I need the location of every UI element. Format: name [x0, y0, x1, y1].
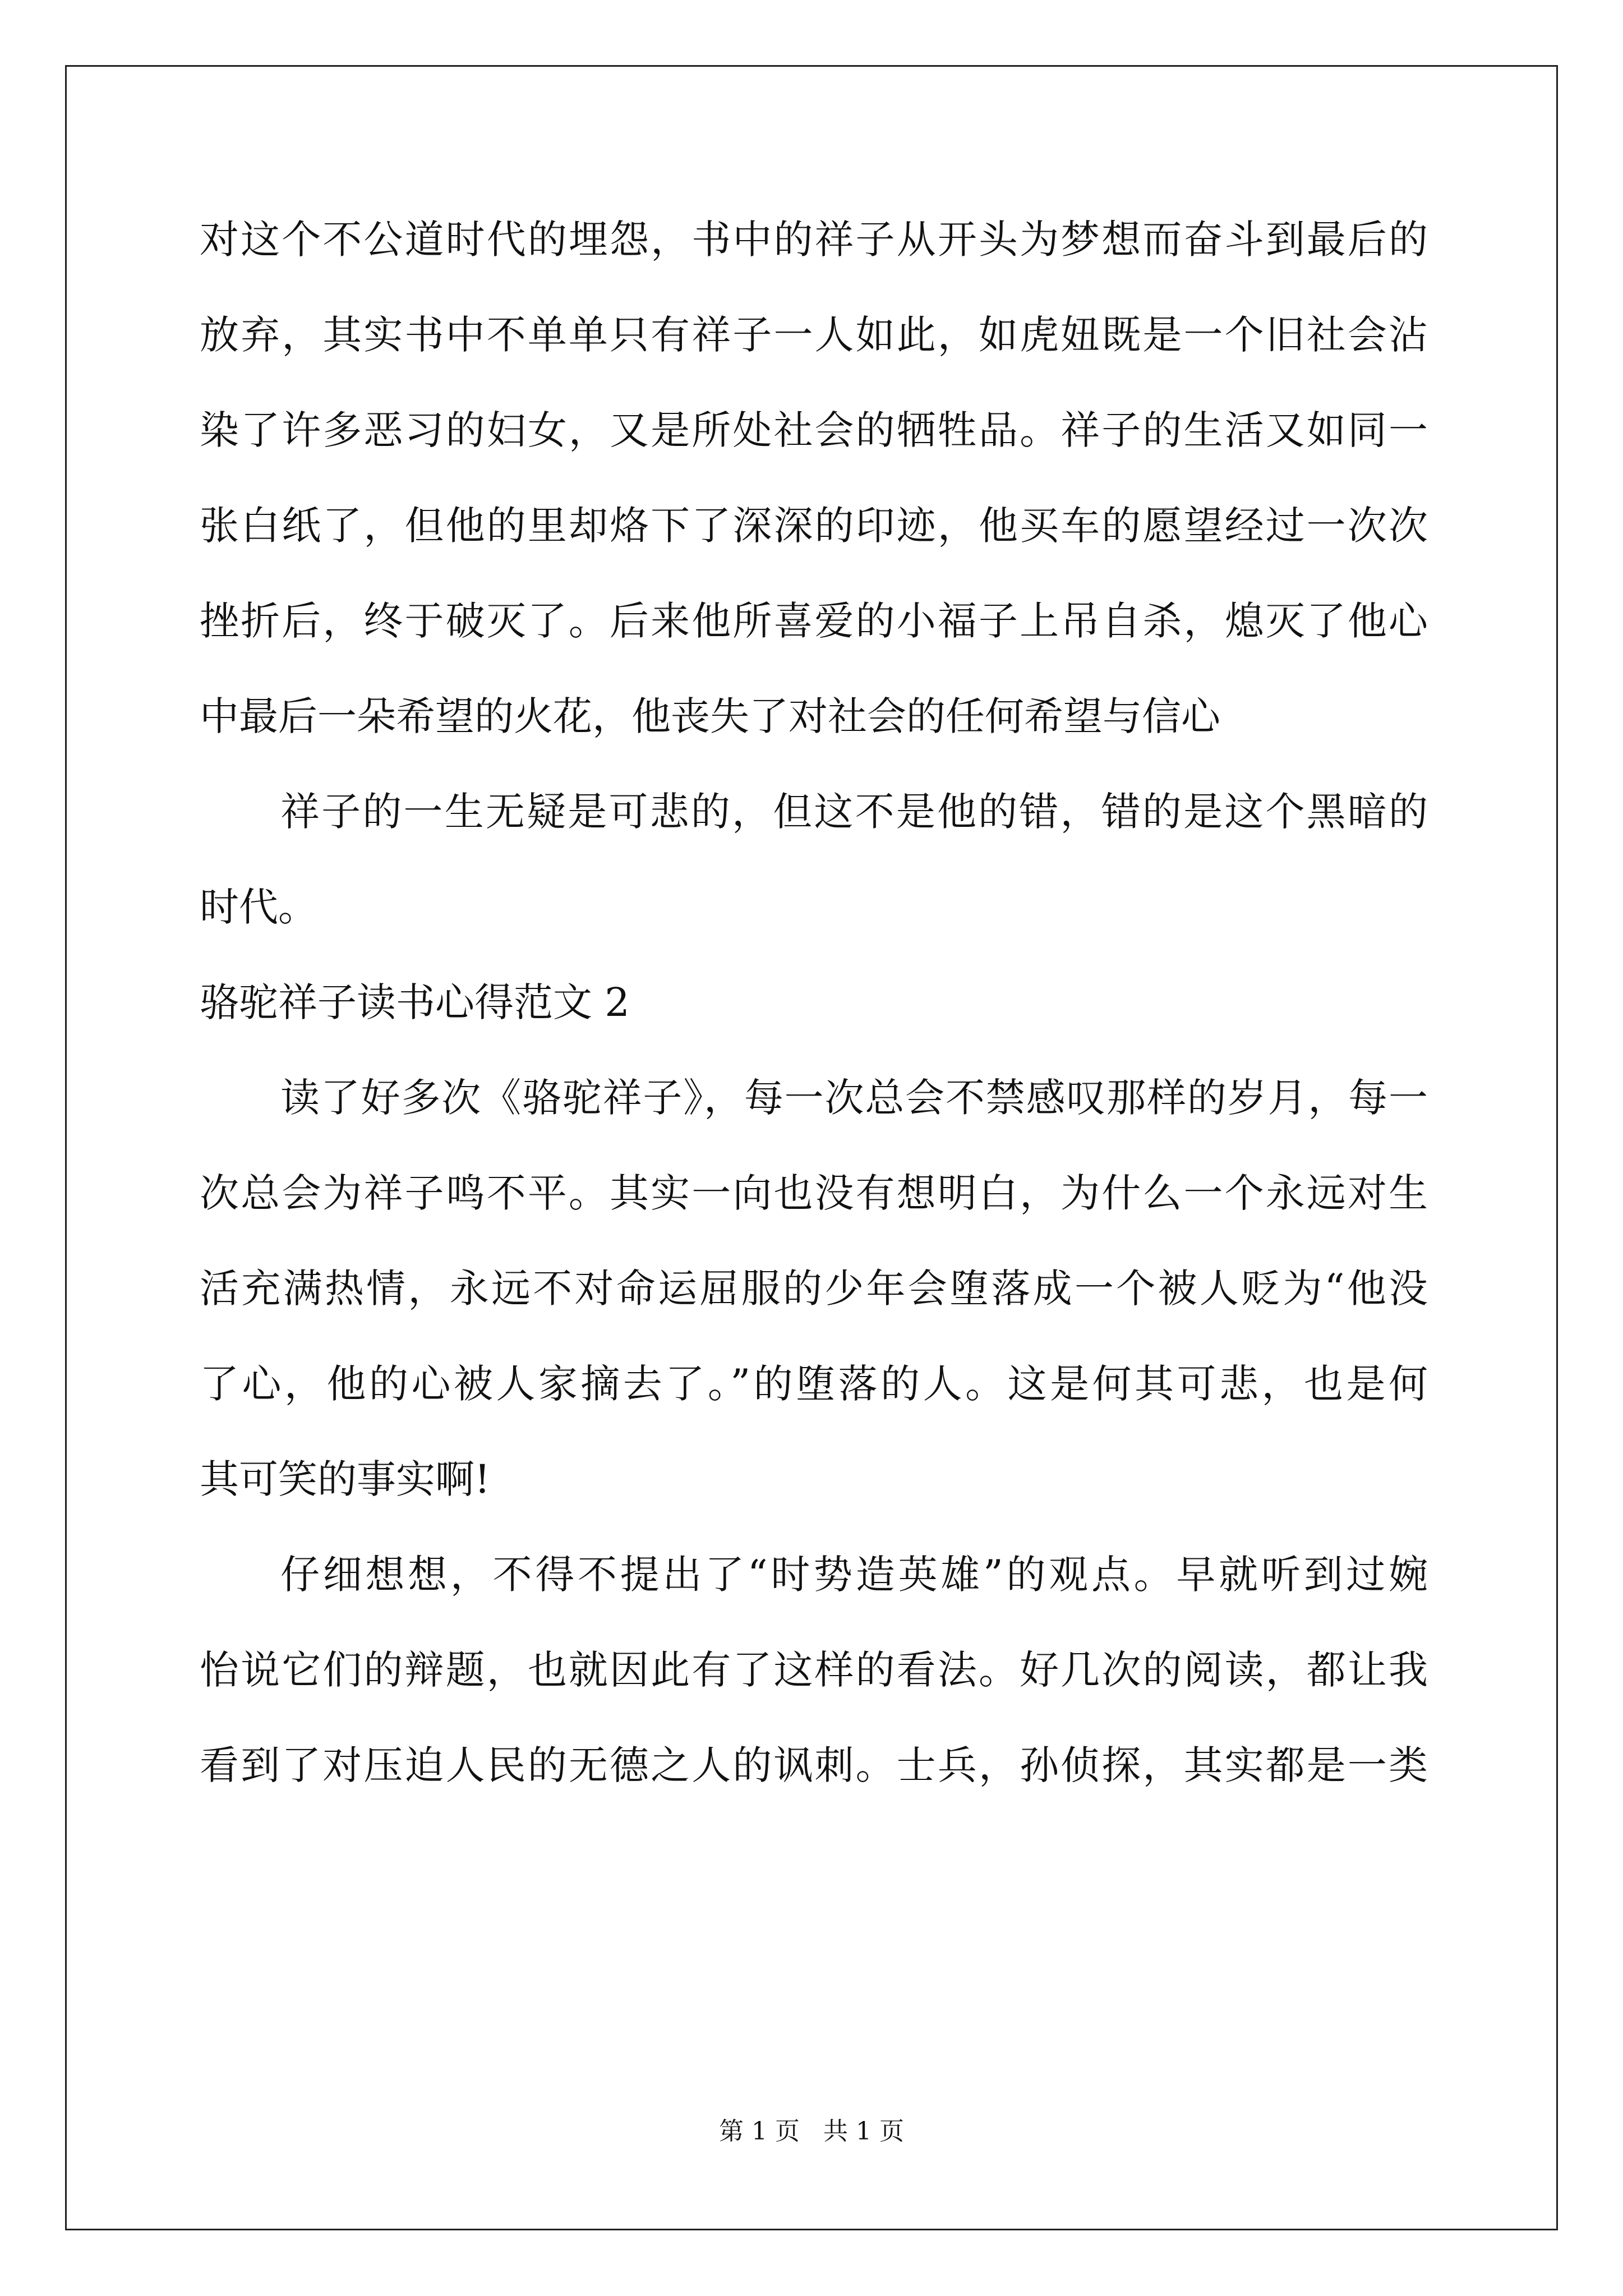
paragraph-line: 活充满热情，永远不对命运屈服的少年会堕落成一个被人贬为“他没	[200, 1266, 1428, 1312]
paragraph-line: 了心，他的心被人家摘去了。”的堕落的人。这是何其可悲，也是何	[200, 1361, 1428, 1407]
paragraph-line: 祥子的一生无疑是可悲的，但这不是他的错，错的是这个黑暗的	[280, 789, 1428, 835]
paragraph-line: 中最后一朵希望的火花，他丧失了对社会的任何希望与信心	[200, 693, 1220, 739]
page-footer	[0, 2115, 1623, 2148]
paragraph-line: 对这个不公道时代的埋怨，书中的祥子从开头为梦想而奋斗到最后的	[200, 217, 1428, 263]
paragraph-line: 看到了对压迫人民的无德之人的讽刺。士兵，孙侦探，其实都是一类	[200, 1742, 1428, 1788]
paragraph-line: 张白纸了，但他的里却烙下了深深的印迹，他买车的愿望经过一次次	[200, 503, 1428, 549]
paragraph-line: 放弃，其实书中不单单只有祥子一人如此，如虎妞既是一个旧社会沾	[200, 312, 1428, 358]
page-number: 第 1 页	[719, 2117, 800, 2146]
document-body	[200, 192, 1428, 1813]
paragraph-line: 次总会为祥子鸣不平。其实一向也没有想明白，为什么一个永远对生	[200, 1170, 1428, 1216]
paragraph-line: 仔细想想，不得不提出了“时势造英雄”的观点。早就听到过婉	[280, 1552, 1428, 1598]
paragraph-line: 染了许多恶习的妇女，又是所处社会的牺牲品。祥子的生活又如同一	[200, 407, 1428, 453]
paragraph-line: 其可笑的事实啊!	[200, 1456, 491, 1502]
paragraph-line: 读了好多次《骆驼祥子》，每一次总会不禁感叹那样的岁月，每一	[280, 1075, 1428, 1121]
section-heading: 骆驼祥子读书心得范文 2	[200, 979, 630, 1025]
paragraph-line: 怡说它们的辩题，也就因此有了这样的看法。好几次的阅读，都让我	[200, 1647, 1428, 1693]
paragraph-line: 时代。	[200, 884, 317, 930]
page-total: 共 1 页	[823, 2117, 904, 2146]
paragraph-line: 挫折后，终于破灭了。后来他所喜爱的小福子上吊自杀，熄灭了他心	[200, 598, 1428, 644]
